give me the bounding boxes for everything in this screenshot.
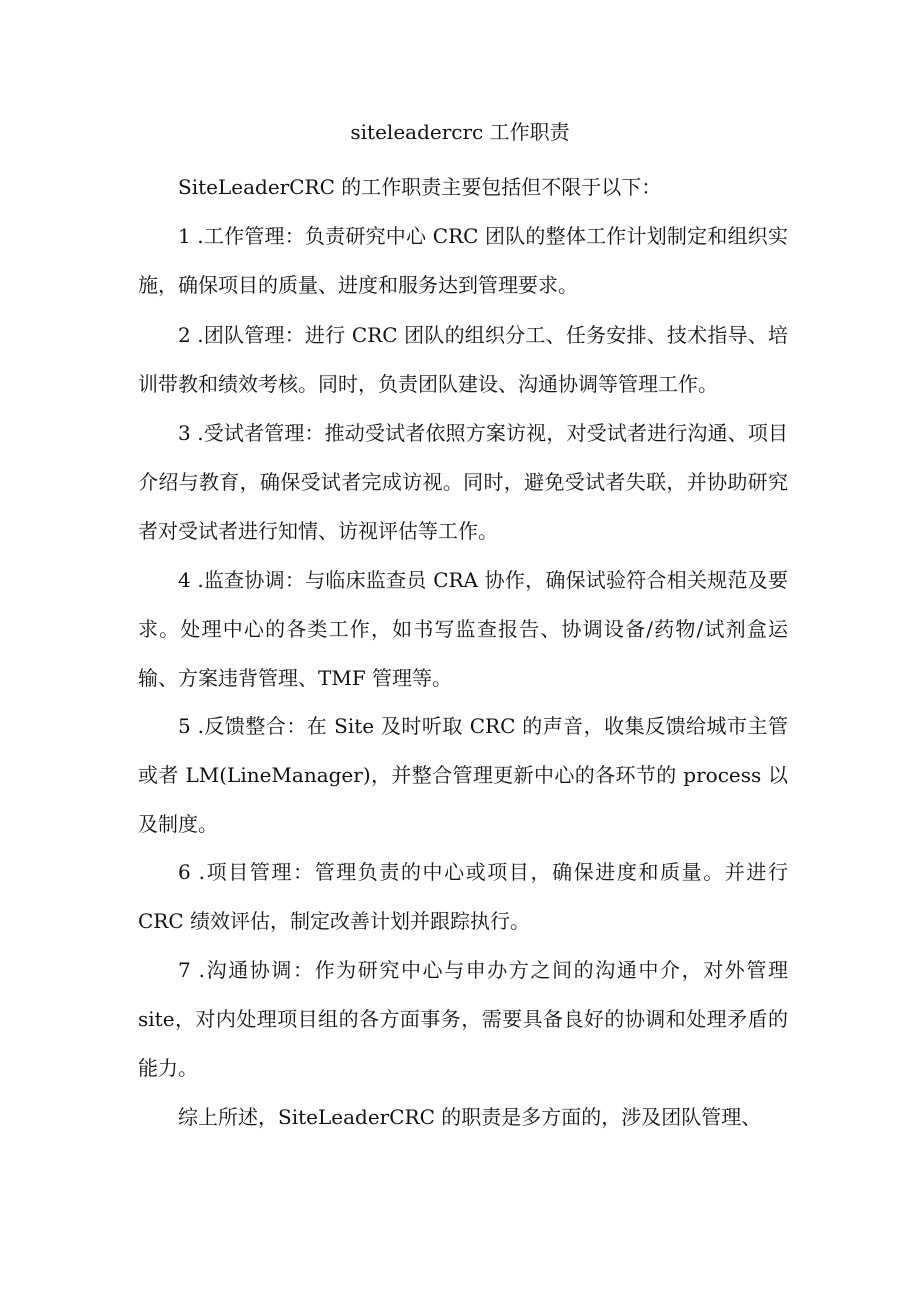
intro-paragraph: SiteLeaderCRC 的工作职责主要包括但不限于以下： — [178, 175, 662, 199]
duty-item-6: 6 .项目管理：管理负责的中心或项目，确保进度和质量。并进行 CRC 绩效评估，制定改善计划并跟踪执行。 — [138, 860, 788, 933]
duty-item-1: 1 .工作管理：负责研究中心 CRC 团队的整体工作计划制定和组织实施，确保项目的质量、进度和服务达到管理要求。 — [138, 224, 788, 297]
duty-item-4: 4 .监查协调：与临床监查员 CRA 协作，确保试验符合相关规范及要求。处理中心的各类工作，如书写监查报告、协调设备/药物/试剂盒运输、方案违背管理、TMF 管理等。 — [138, 568, 788, 690]
duty-item-2: 2 .团队管理：进行 CRC 团队的组织分工、任务安排、技术指导、培训带教和绩效考核。同时，负责团队建设、沟通协调等管理工作。 — [138, 323, 788, 396]
duty-item-3: 3 .受试者管理：推动受试者依照方案访视，对受试者进行沟通、项目介绍与教育，确保受试者完成访视。同时，避免受试者失联，并协助研究者对受试者进行知情、访视评估等工作。 — [138, 421, 788, 543]
duty-item-5: 5 .反馈整合：在 Site 及时听取 CRC 的声音，收集反馈给城市主管或者 LM(LineManager)，并整合管理更新中心的各环节的 process 以及制度。 — [138, 714, 788, 836]
duty-item-7: 7 .沟通协调：作为研究中心与申办方之间的沟通中介，对外管理 site，对内处理项目组的各方面事务，需要具备良好的协调和处理矛盾的能力。 — [138, 958, 788, 1080]
conclusion-paragraph: 综上所述，SiteLeaderCRC 的职责是多方面的，涉及团队管理、 — [178, 1105, 762, 1129]
document-title: siteleadercrc 工作职责 — [350, 120, 570, 144]
